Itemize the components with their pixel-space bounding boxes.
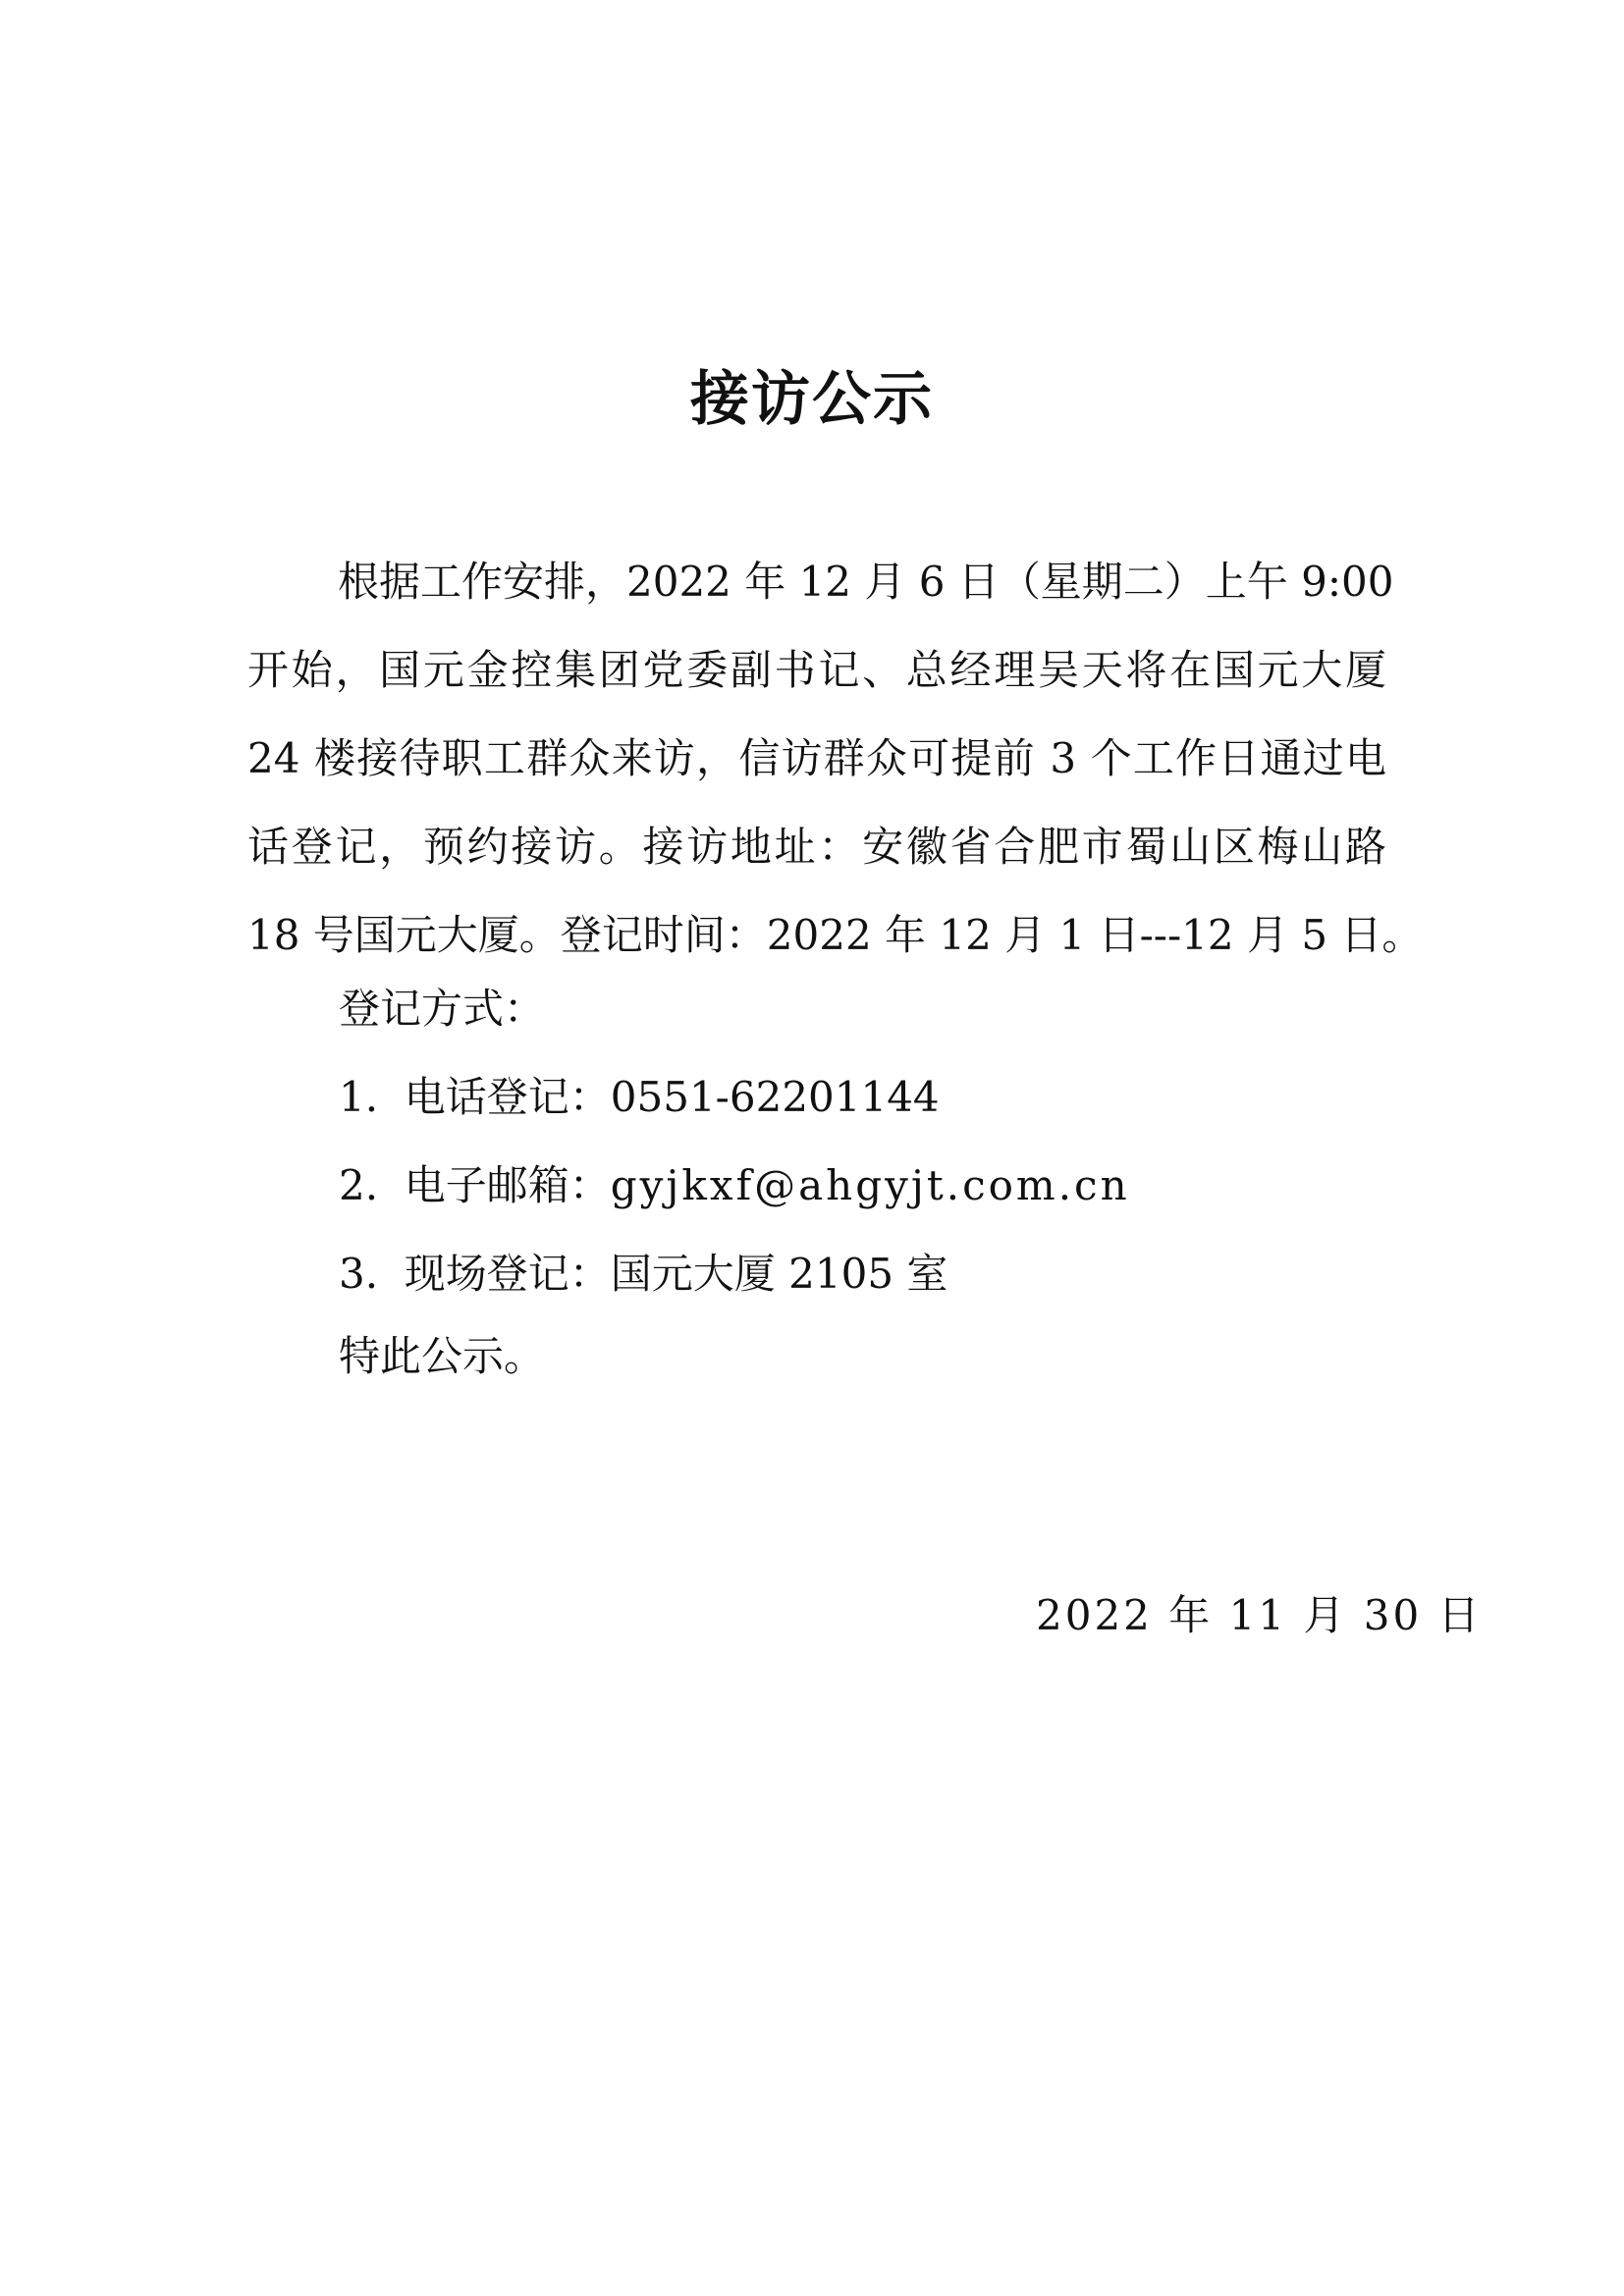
registration-method-email bbox=[339, 1156, 1130, 1215]
registration-method-phone bbox=[339, 1068, 940, 1127]
body-line: 18 号国元大厦。登记时间：2022 年 12 月 1 日---12 月 5 日。 bbox=[247, 911, 1424, 959]
document-date: 2022 年 11 月 30 日 bbox=[1036, 1591, 1483, 1639]
body-paragraph bbox=[247, 538, 1424, 980]
registration-method-onsite bbox=[339, 1245, 947, 1304]
onsite-location: 国元大厦 2105 室 bbox=[610, 1250, 948, 1298]
method-label: 电子邮箱： bbox=[404, 1161, 611, 1209]
closing-text: 特此公示。 bbox=[339, 1332, 546, 1380]
method-label: 现场登记： bbox=[404, 1250, 611, 1298]
body-line: 根据工作安排，2022 年 12 月 6 日（星期二）上午 9:00 bbox=[338, 558, 1394, 606]
method-label: 电话登记： bbox=[404, 1073, 611, 1121]
list-number: 3. bbox=[339, 1250, 379, 1298]
body-line: 24 楼接待职工群众来访，信访群众可提前 3 个工作日通过电 bbox=[247, 734, 1386, 782]
email-address: gyjkxf@ahgyjt.com.cn bbox=[610, 1161, 1130, 1209]
list-number: 2. bbox=[339, 1161, 379, 1209]
phone-number: 0551-62201144 bbox=[610, 1073, 940, 1121]
registration-heading: 登记方式： bbox=[339, 985, 546, 1033]
body-line: 话登记，预约接访。接访地址：安徽省合肥市蜀山区梅山路 bbox=[247, 823, 1386, 871]
body-line: 开始，国元金控集团党委副书记、总经理吴天将在国元大厦 bbox=[247, 646, 1386, 694]
list-number: 1. bbox=[339, 1073, 379, 1121]
page-title: 接访公示 bbox=[690, 365, 934, 434]
